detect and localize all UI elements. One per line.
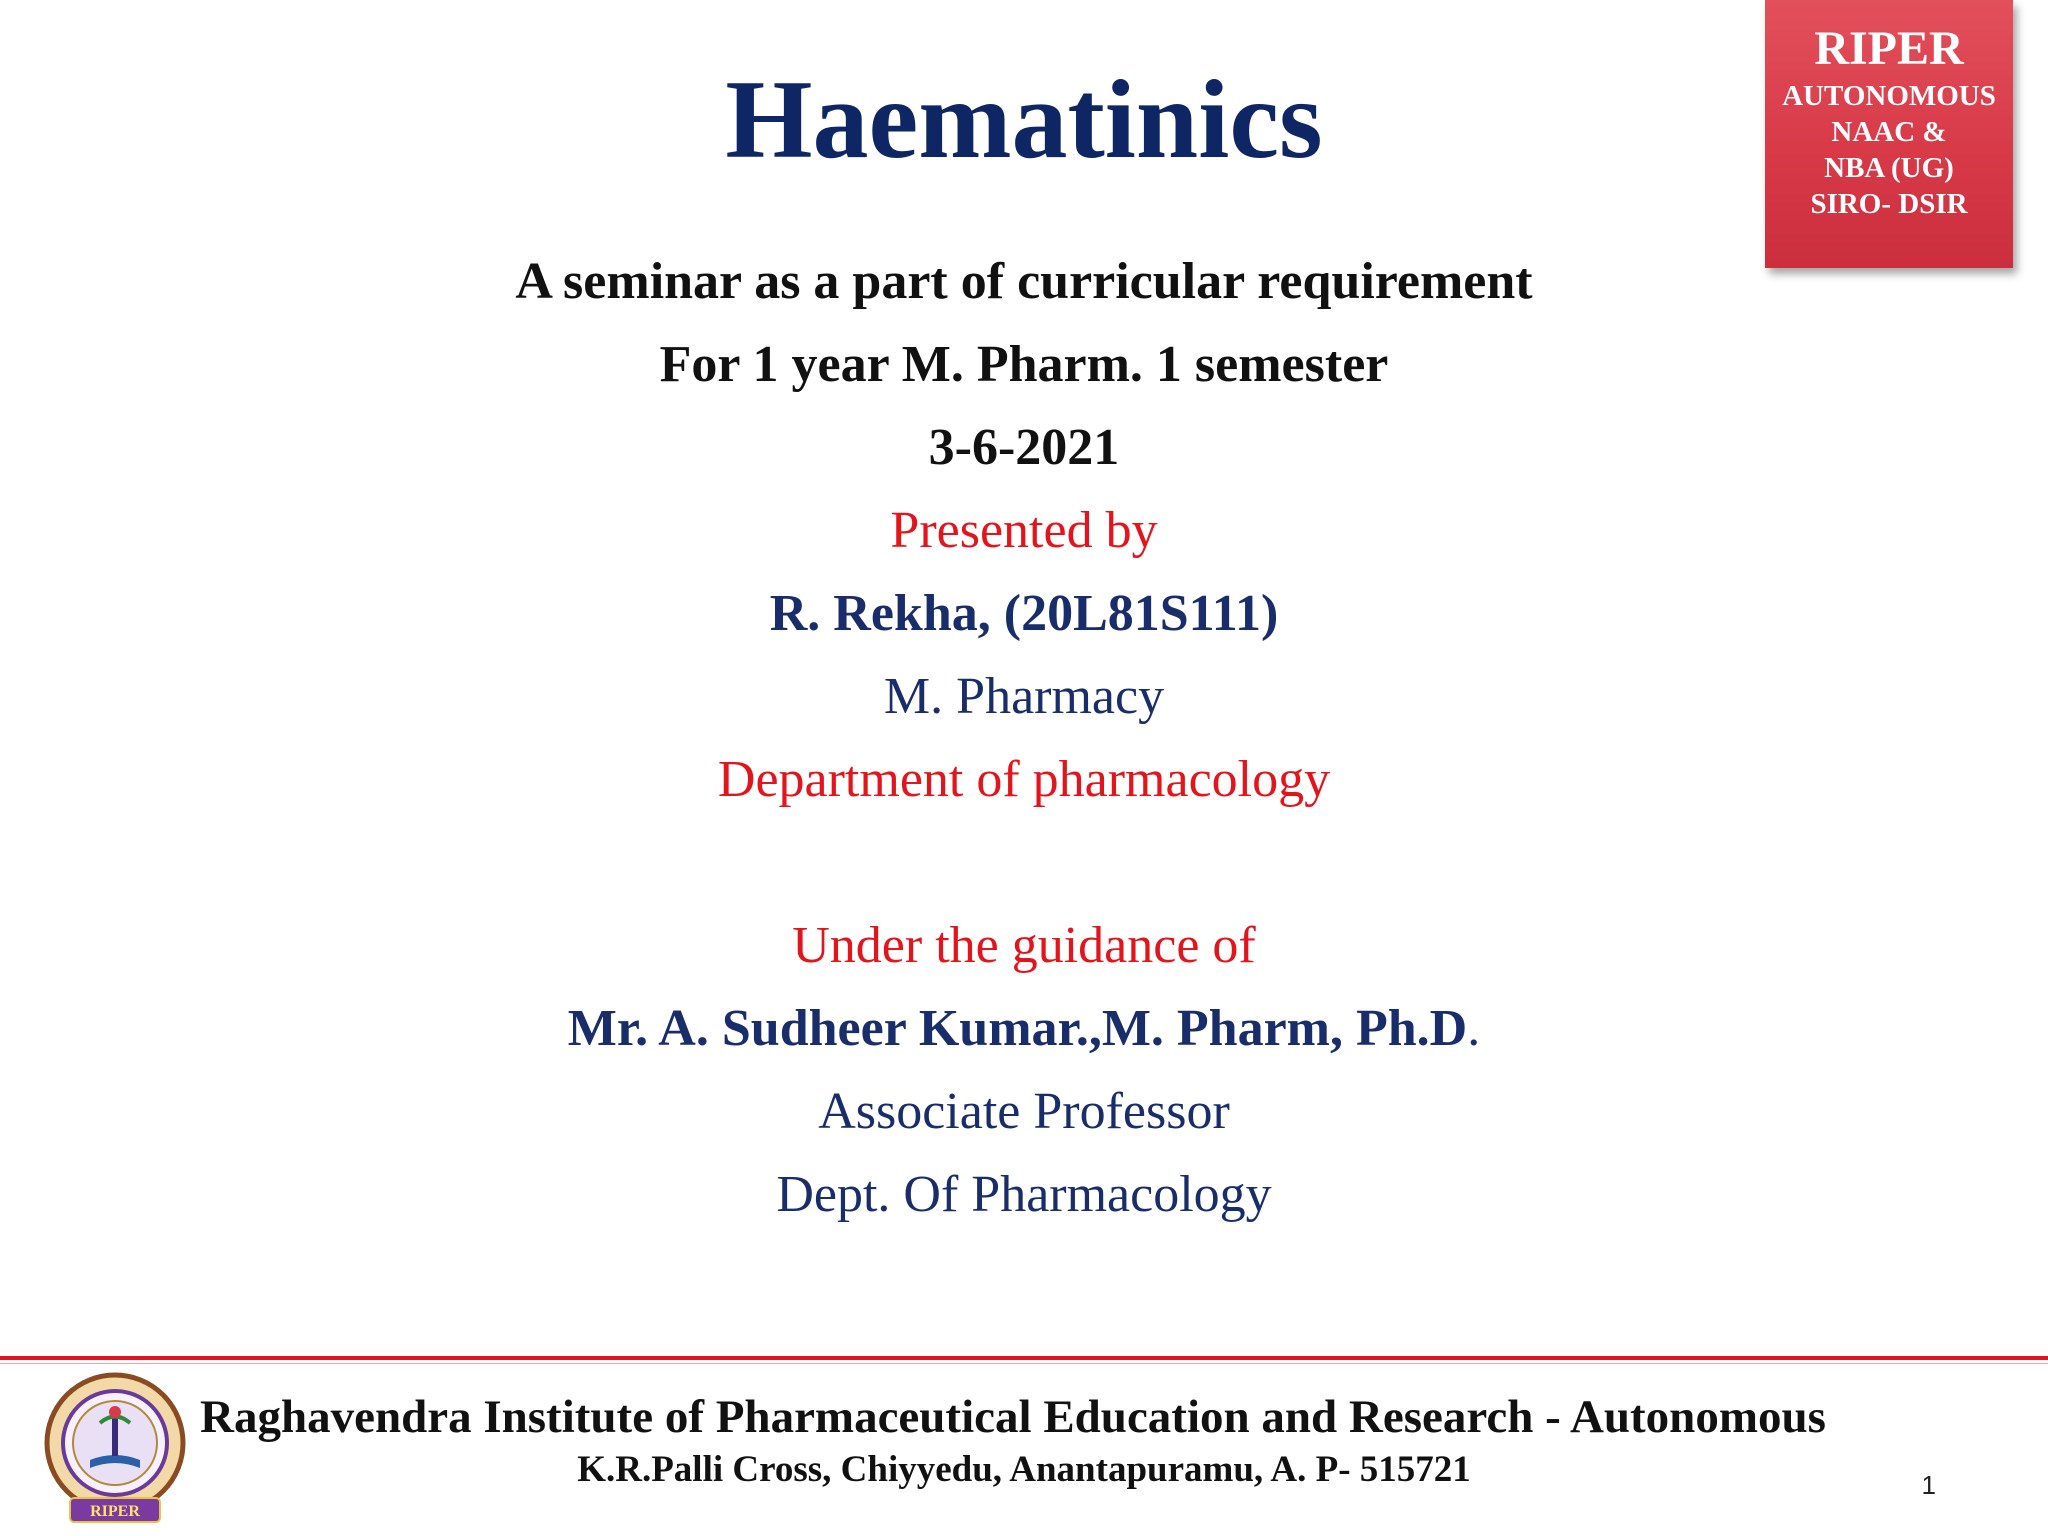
guide-name-period: . xyxy=(1467,1000,1481,1057)
course-line: For 1 year M. Pharm. 1 semester xyxy=(659,336,1389,393)
badge-line-4: SIRO- DSIR xyxy=(1810,188,1968,220)
guide-name: Mr. A. Sudheer Kumar.,M. Pharm, Ph.D xyxy=(567,1000,1468,1057)
badge-line-1: AUTONOMOUS xyxy=(1782,80,1996,112)
accreditation-badge xyxy=(1765,0,2013,268)
footer-divider xyxy=(0,1356,2048,1360)
presenter-department: Department of pharmacology xyxy=(717,751,1331,808)
presenter-name: R. Rekha, (20L81S111) xyxy=(769,585,1279,642)
badge-line-2: NAAC & xyxy=(1831,116,1947,148)
badge-line-3: NBA (UG) xyxy=(1824,152,1954,184)
presented-by-label: Presented by xyxy=(890,502,1158,559)
institute-address: K.R.Palli Cross, Chiyyedu, Anantapuramu, A. P- 515721 xyxy=(577,1449,1471,1490)
guide-department: Dept. Of Pharmacology xyxy=(776,1166,1272,1223)
date-line: 3-6-2021 xyxy=(928,419,1120,476)
institute-name: Raghavendra Institute of Pharmaceutical Education and Research - Autonomous xyxy=(200,1391,1826,1443)
logo-text: RIPER xyxy=(90,1503,140,1520)
seminar-line: A seminar as a part of curricular requirement xyxy=(515,253,1533,310)
guidance-label: Under the guidance of xyxy=(792,917,1256,974)
guide-line xyxy=(0,997,2048,1061)
guide-designation: Associate Professor xyxy=(818,1083,1230,1140)
slide-title: Haematinics xyxy=(725,58,1323,182)
footer-divider-thin xyxy=(0,1363,2048,1364)
badge-title: RIPER xyxy=(1814,22,1964,75)
page-number: 1 xyxy=(1921,1470,1936,1500)
presenter-program: M. Pharmacy xyxy=(883,668,1165,725)
